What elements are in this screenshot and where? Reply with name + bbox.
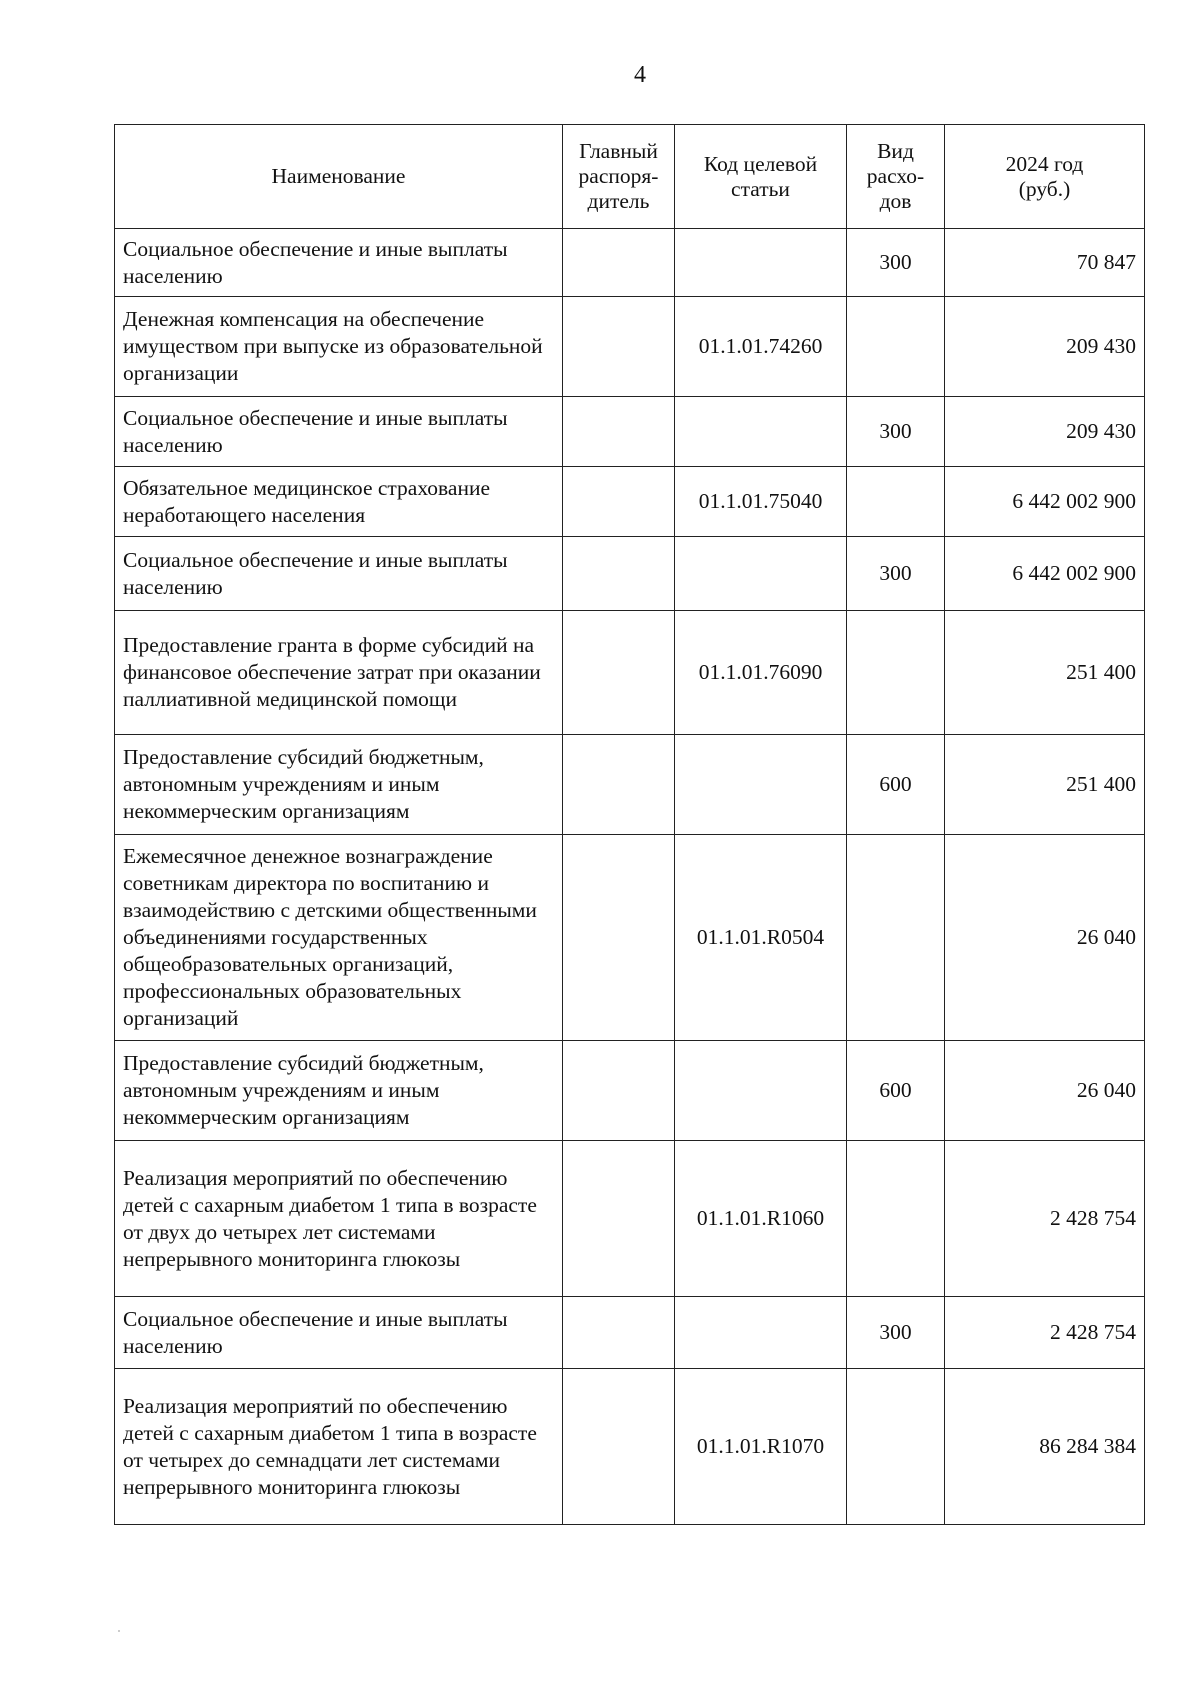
page-number: 4: [634, 62, 646, 88]
row-type: [847, 467, 945, 537]
row-amount: 6 442 002 900: [945, 467, 1145, 537]
row-type: 300: [847, 537, 945, 611]
header-name: Наименование: [115, 125, 563, 229]
row-amount: 70 847: [945, 229, 1145, 297]
row-admin: [563, 297, 675, 397]
table-row: [115, 297, 1145, 397]
row-type: 600: [847, 735, 945, 835]
row-type: [847, 611, 945, 735]
row-amount: 6 442 002 900: [945, 537, 1145, 611]
row-code: [675, 735, 847, 835]
table-row: [115, 611, 1145, 735]
table-row: [115, 1369, 1145, 1525]
row-admin: [563, 537, 675, 611]
table-row: [115, 467, 1145, 537]
row-admin: [563, 1297, 675, 1369]
row-type: 300: [847, 1297, 945, 1369]
row-name: Социальное обеспечение и иные выплаты населению: [115, 397, 563, 467]
header-amount: 2024 год (руб.): [945, 125, 1145, 229]
row-name: Обязательное медицинское страхование неработающего населения: [115, 467, 563, 537]
row-name: Денежная компенсация на обеспечение имуществом при выпуске из образовательной организации: [115, 297, 563, 397]
row-admin: [563, 397, 675, 467]
row-amount: 209 430: [945, 297, 1145, 397]
row-type: [847, 835, 945, 1041]
row-name: Социальное обеспечение и иные выплаты населению: [115, 537, 563, 611]
row-code: [675, 1297, 847, 1369]
table-row: [115, 1297, 1145, 1369]
row-admin: [563, 835, 675, 1041]
row-code: 01.1.01.R0504: [675, 835, 847, 1041]
row-type: 600: [847, 1041, 945, 1141]
row-type: 300: [847, 397, 945, 467]
row-code: 01.1.01.R1070: [675, 1369, 847, 1525]
row-type: 300: [847, 229, 945, 297]
header-admin: Главный распоря- дитель: [563, 125, 675, 229]
row-admin: [563, 735, 675, 835]
table-row: [115, 397, 1145, 467]
scan-speck: [118, 1630, 120, 1632]
row-name: Предоставление гранта в форме субсидий на финансовое обеспечение затрат при оказании паллиативной медицинской помощи: [115, 611, 563, 735]
table-row: [115, 229, 1145, 297]
header-type: Вид расхо- дов: [847, 125, 945, 229]
table-row: [115, 537, 1145, 611]
row-amount: 251 400: [945, 611, 1145, 735]
budget-table: [114, 124, 1145, 1525]
table-header-row: [115, 125, 1145, 229]
table-row: [115, 1041, 1145, 1141]
row-amount: 2 428 754: [945, 1297, 1145, 1369]
table-row: [115, 835, 1145, 1041]
row-amount: 26 040: [945, 835, 1145, 1041]
row-admin: [563, 1141, 675, 1297]
row-type: [847, 297, 945, 397]
row-code: 01.1.01.76090: [675, 611, 847, 735]
row-code: [675, 537, 847, 611]
row-code: [675, 229, 847, 297]
row-name: Предоставление субсидий бюджетным, автономным учреждениям и иным некоммерческим организациям: [115, 1041, 563, 1141]
row-admin: [563, 1369, 675, 1525]
row-code: [675, 1041, 847, 1141]
row-amount: 251 400: [945, 735, 1145, 835]
row-code: 01.1.01.74260: [675, 297, 847, 397]
row-name: Реализация мероприятий по обеспечению детей с сахарным диабетом 1 типа в возрасте от двух до четырех лет системами непрерывного мониторинга глюкозы: [115, 1141, 563, 1297]
row-code: 01.1.01.75040: [675, 467, 847, 537]
row-name: Ежемесячное денежное вознаграждение советникам директора по воспитанию и взаимодействию с детскими общественными объединениями государственных общеобразовательных организаций, профессиональных образовательных организаций: [115, 835, 563, 1041]
row-name: Предоставление субсидий бюджетным, автономным учреждениям и иным некоммерческим организациям: [115, 735, 563, 835]
row-code: 01.1.01.R1060: [675, 1141, 847, 1297]
row-amount: 209 430: [945, 397, 1145, 467]
row-amount: 26 040: [945, 1041, 1145, 1141]
row-type: [847, 1141, 945, 1297]
row-admin: [563, 229, 675, 297]
row-name: Реализация мероприятий по обеспечению детей с сахарным диабетом 1 типа в возрасте от четырех до семнадцати лет системами непрерывного мониторинга глюкозы: [115, 1369, 563, 1525]
table-row: [115, 735, 1145, 835]
row-name: Социальное обеспечение и иные выплаты населению: [115, 229, 563, 297]
row-code: [675, 397, 847, 467]
header-code: Код целевой статьи: [675, 125, 847, 229]
row-admin: [563, 1041, 675, 1141]
row-admin: [563, 611, 675, 735]
row-amount: 2 428 754: [945, 1141, 1145, 1297]
row-type: [847, 1369, 945, 1525]
row-amount: 86 284 384: [945, 1369, 1145, 1525]
table-row: [115, 1141, 1145, 1297]
row-admin: [563, 467, 675, 537]
row-name: Социальное обеспечение и иные выплаты населению: [115, 1297, 563, 1369]
